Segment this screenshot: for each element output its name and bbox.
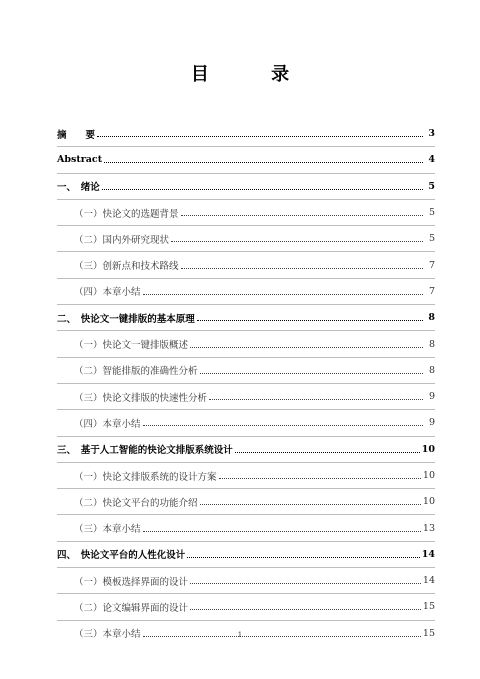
toc-entry-page-number: 15 xyxy=(422,627,435,639)
toc-entry-page-number: 3 xyxy=(428,128,435,140)
toc-chapter-entry[interactable] xyxy=(57,304,435,330)
toc-entry-page-number: 10 xyxy=(422,496,435,508)
toc-entry-label: Abstract xyxy=(57,154,103,166)
toc-entry-page-number: 9 xyxy=(428,391,435,403)
toc-section-entry[interactable] xyxy=(57,278,435,304)
toc-section-entry[interactable] xyxy=(57,593,435,619)
toc-entry-label: （三）快论文排版的快速性分析 xyxy=(74,390,208,404)
toc-entry-label: 摘 要 xyxy=(57,127,96,141)
toc-entry-page-number: 13 xyxy=(422,522,435,534)
toc-dot-leader xyxy=(143,531,421,532)
toc-entry-page-number: 7 xyxy=(428,259,435,271)
toc-section-entry[interactable] xyxy=(57,514,435,540)
toc-entry-page-number: 8 xyxy=(428,364,435,376)
toc-section-entry[interactable] xyxy=(57,383,435,409)
toc-chapter-entry[interactable] xyxy=(57,121,435,146)
toc-entry-page-number: 10 xyxy=(422,470,435,481)
toc-entry-label: （三）本章小结 xyxy=(74,521,142,535)
toc-entry-label: （一）快论文一键排版概述 xyxy=(74,337,189,351)
toc-dot-leader xyxy=(190,583,421,584)
toc-dot-leader xyxy=(187,557,420,558)
toc-entry-label: （二）国内外研究现状 xyxy=(74,232,170,246)
toc-dot-leader xyxy=(197,320,423,321)
toc-dot-leader xyxy=(97,136,423,137)
toc-entry-label: 四、 快论文平台的人性化设计 xyxy=(57,547,186,561)
toc-dot-leader xyxy=(143,294,423,295)
toc-chapter-entry[interactable] xyxy=(57,436,435,462)
toc-entry-label: （三）创新点和技术路线 xyxy=(74,258,180,272)
toc-dot-leader xyxy=(209,399,423,400)
toc-section-entry[interactable] xyxy=(57,567,435,593)
toc-dot-leader xyxy=(200,373,423,374)
toc-dot-leader xyxy=(104,162,423,163)
toc-section-entry[interactable] xyxy=(57,409,435,435)
toc-entry-page-number: 8 xyxy=(428,338,435,350)
toc-entry-label: 二、 快论文一键排版的基本原理 xyxy=(57,311,196,325)
toc-chapter-entry[interactable] xyxy=(57,146,435,172)
toc-dot-leader xyxy=(181,268,423,269)
toc-entry-label: 三、 基于人工智能的快论文排版系统设计 xyxy=(57,442,234,456)
toc-entry-page-number: 5 xyxy=(428,207,435,219)
toc-entry-label: （二）快论文平台的功能介绍 xyxy=(74,495,199,509)
toc-entry-page-number: 5 xyxy=(428,180,435,192)
toc-entry-label: （三）本章小结 xyxy=(74,626,142,640)
toc-entry-page-number: 9 xyxy=(428,417,435,429)
toc-entry-label: （二）智能排版的准确性分析 xyxy=(74,363,199,377)
toc-dot-leader xyxy=(190,609,421,610)
toc-entry-page-number: 5 xyxy=(428,233,435,245)
toc-entry-page-number: 8 xyxy=(428,312,435,324)
toc-section-entry[interactable] xyxy=(57,357,435,383)
toc-entry-page-number: 14 xyxy=(421,548,435,560)
toc-entry-label: （二）论文编辑界面的设计 xyxy=(74,600,189,614)
toc-entry-page-number: 10 xyxy=(421,443,435,455)
toc-section-entry[interactable] xyxy=(57,462,435,488)
toc-chapter-entry[interactable] xyxy=(57,541,435,567)
toc-dot-leader xyxy=(200,504,421,505)
toc-dot-leader xyxy=(102,189,423,190)
toc-entry-label: （一）快论文排版系统的设计方案 xyxy=(74,469,218,483)
toc-entry-page-number: 14 xyxy=(422,575,435,587)
toc-entry-label: （一）模板选择界面的设计 xyxy=(74,574,189,588)
toc-dot-leader xyxy=(171,241,423,242)
toc-entry-label: （一）快论文的选题背景 xyxy=(74,206,180,220)
table-of-contents xyxy=(57,121,435,646)
toc-section-entry[interactable] xyxy=(57,199,435,225)
toc-dot-leader xyxy=(219,478,421,479)
page-title: 目 录 xyxy=(190,64,318,85)
page-number: 1 xyxy=(237,631,243,639)
toc-section-entry[interactable] xyxy=(57,225,435,251)
toc-dot-leader xyxy=(190,347,423,348)
toc-dot-leader xyxy=(143,425,423,426)
toc-section-entry[interactable] xyxy=(57,251,435,277)
toc-entry-page-number: 15 xyxy=(422,601,435,613)
toc-chapter-entry[interactable] xyxy=(57,173,435,199)
toc-entry-page-number: 7 xyxy=(428,285,435,297)
toc-entry-label: 一、 绪论 xyxy=(57,179,101,193)
toc-dot-leader xyxy=(181,215,423,216)
toc-entry-label: （四）本章小结 xyxy=(74,284,142,298)
toc-entry-page-number: 4 xyxy=(428,154,435,166)
toc-entry-label: （四）本章小结 xyxy=(74,416,142,430)
toc-section-entry[interactable] xyxy=(57,488,435,514)
toc-section-entry[interactable] xyxy=(57,330,435,356)
toc-dot-leader xyxy=(235,452,420,453)
